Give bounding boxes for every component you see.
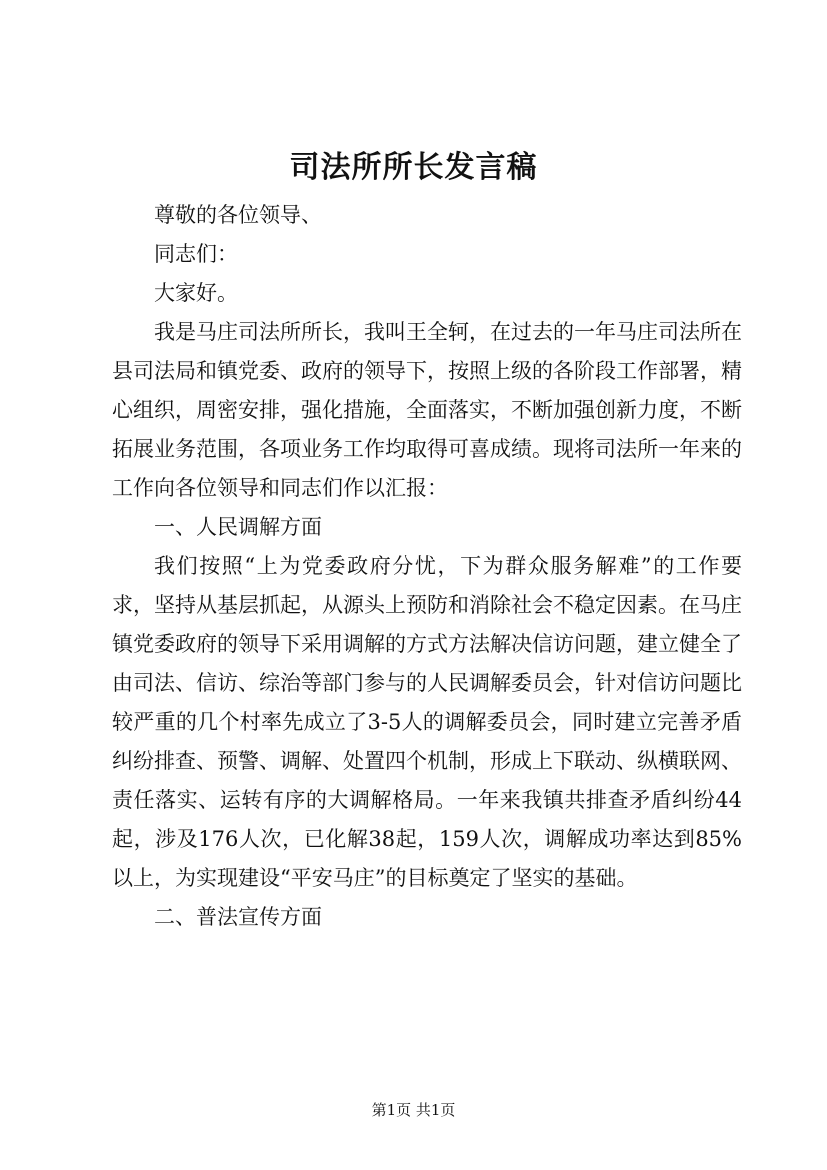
document-title: 司法所所长发言稿 <box>289 150 538 185</box>
document-body <box>112 196 742 937</box>
mediation-paragraph: 我们按照“上为党委政府分忧，下为群众服务解难”的工作要求，坚持从基层抓起，从源头上预防和消除社会不稳定因素。在马庄镇党委政府的领导下采用调解的方式方法解决信访问题，建立健全了由司法、信访、综治等部门参与的人民调解委员会，针对信访问题比较严重的几个村率先成立了3-5人的调解委员会，同时建立完善矛盾纠纷排查、预警、调解、处置四个机制，形成上下联动、纵横联网、责任落实、运转有序的大调解格局。一年来我镇共排查矛盾纠纷44起，涉及176人次，已化解38起，159人次，调解成功率达到85%以上，为实现建设“平安马庄”的目标奠定了坚实的基础。 <box>112 554 742 890</box>
greeting: 大家好。 <box>154 281 238 305</box>
section-heading-legal-publicity: 二、普法宣传方面 <box>154 905 322 929</box>
salutation-line-2: 同志们： <box>154 242 238 266</box>
intro-paragraph: 我是马庄司法所所长，我叫王全轲，在过去的一年马庄司法所在县司法局和镇党委、政府的领导下，按照上级的各阶段工作部署，精心组织，周密安排，强化措施，全面落实，不断加强创新力度，不断拓展业务范围，各项业务工作均取得可喜成绩。现将司法所一年来的工作向各位领导和同志们作以汇报： <box>112 320 742 500</box>
section-heading-mediation: 一、人民调解方面 <box>154 515 322 539</box>
salutation-line-1: 尊敬的各位领导、 <box>154 203 322 227</box>
page-footer: 第1页 共1页 <box>371 1101 456 1119</box>
